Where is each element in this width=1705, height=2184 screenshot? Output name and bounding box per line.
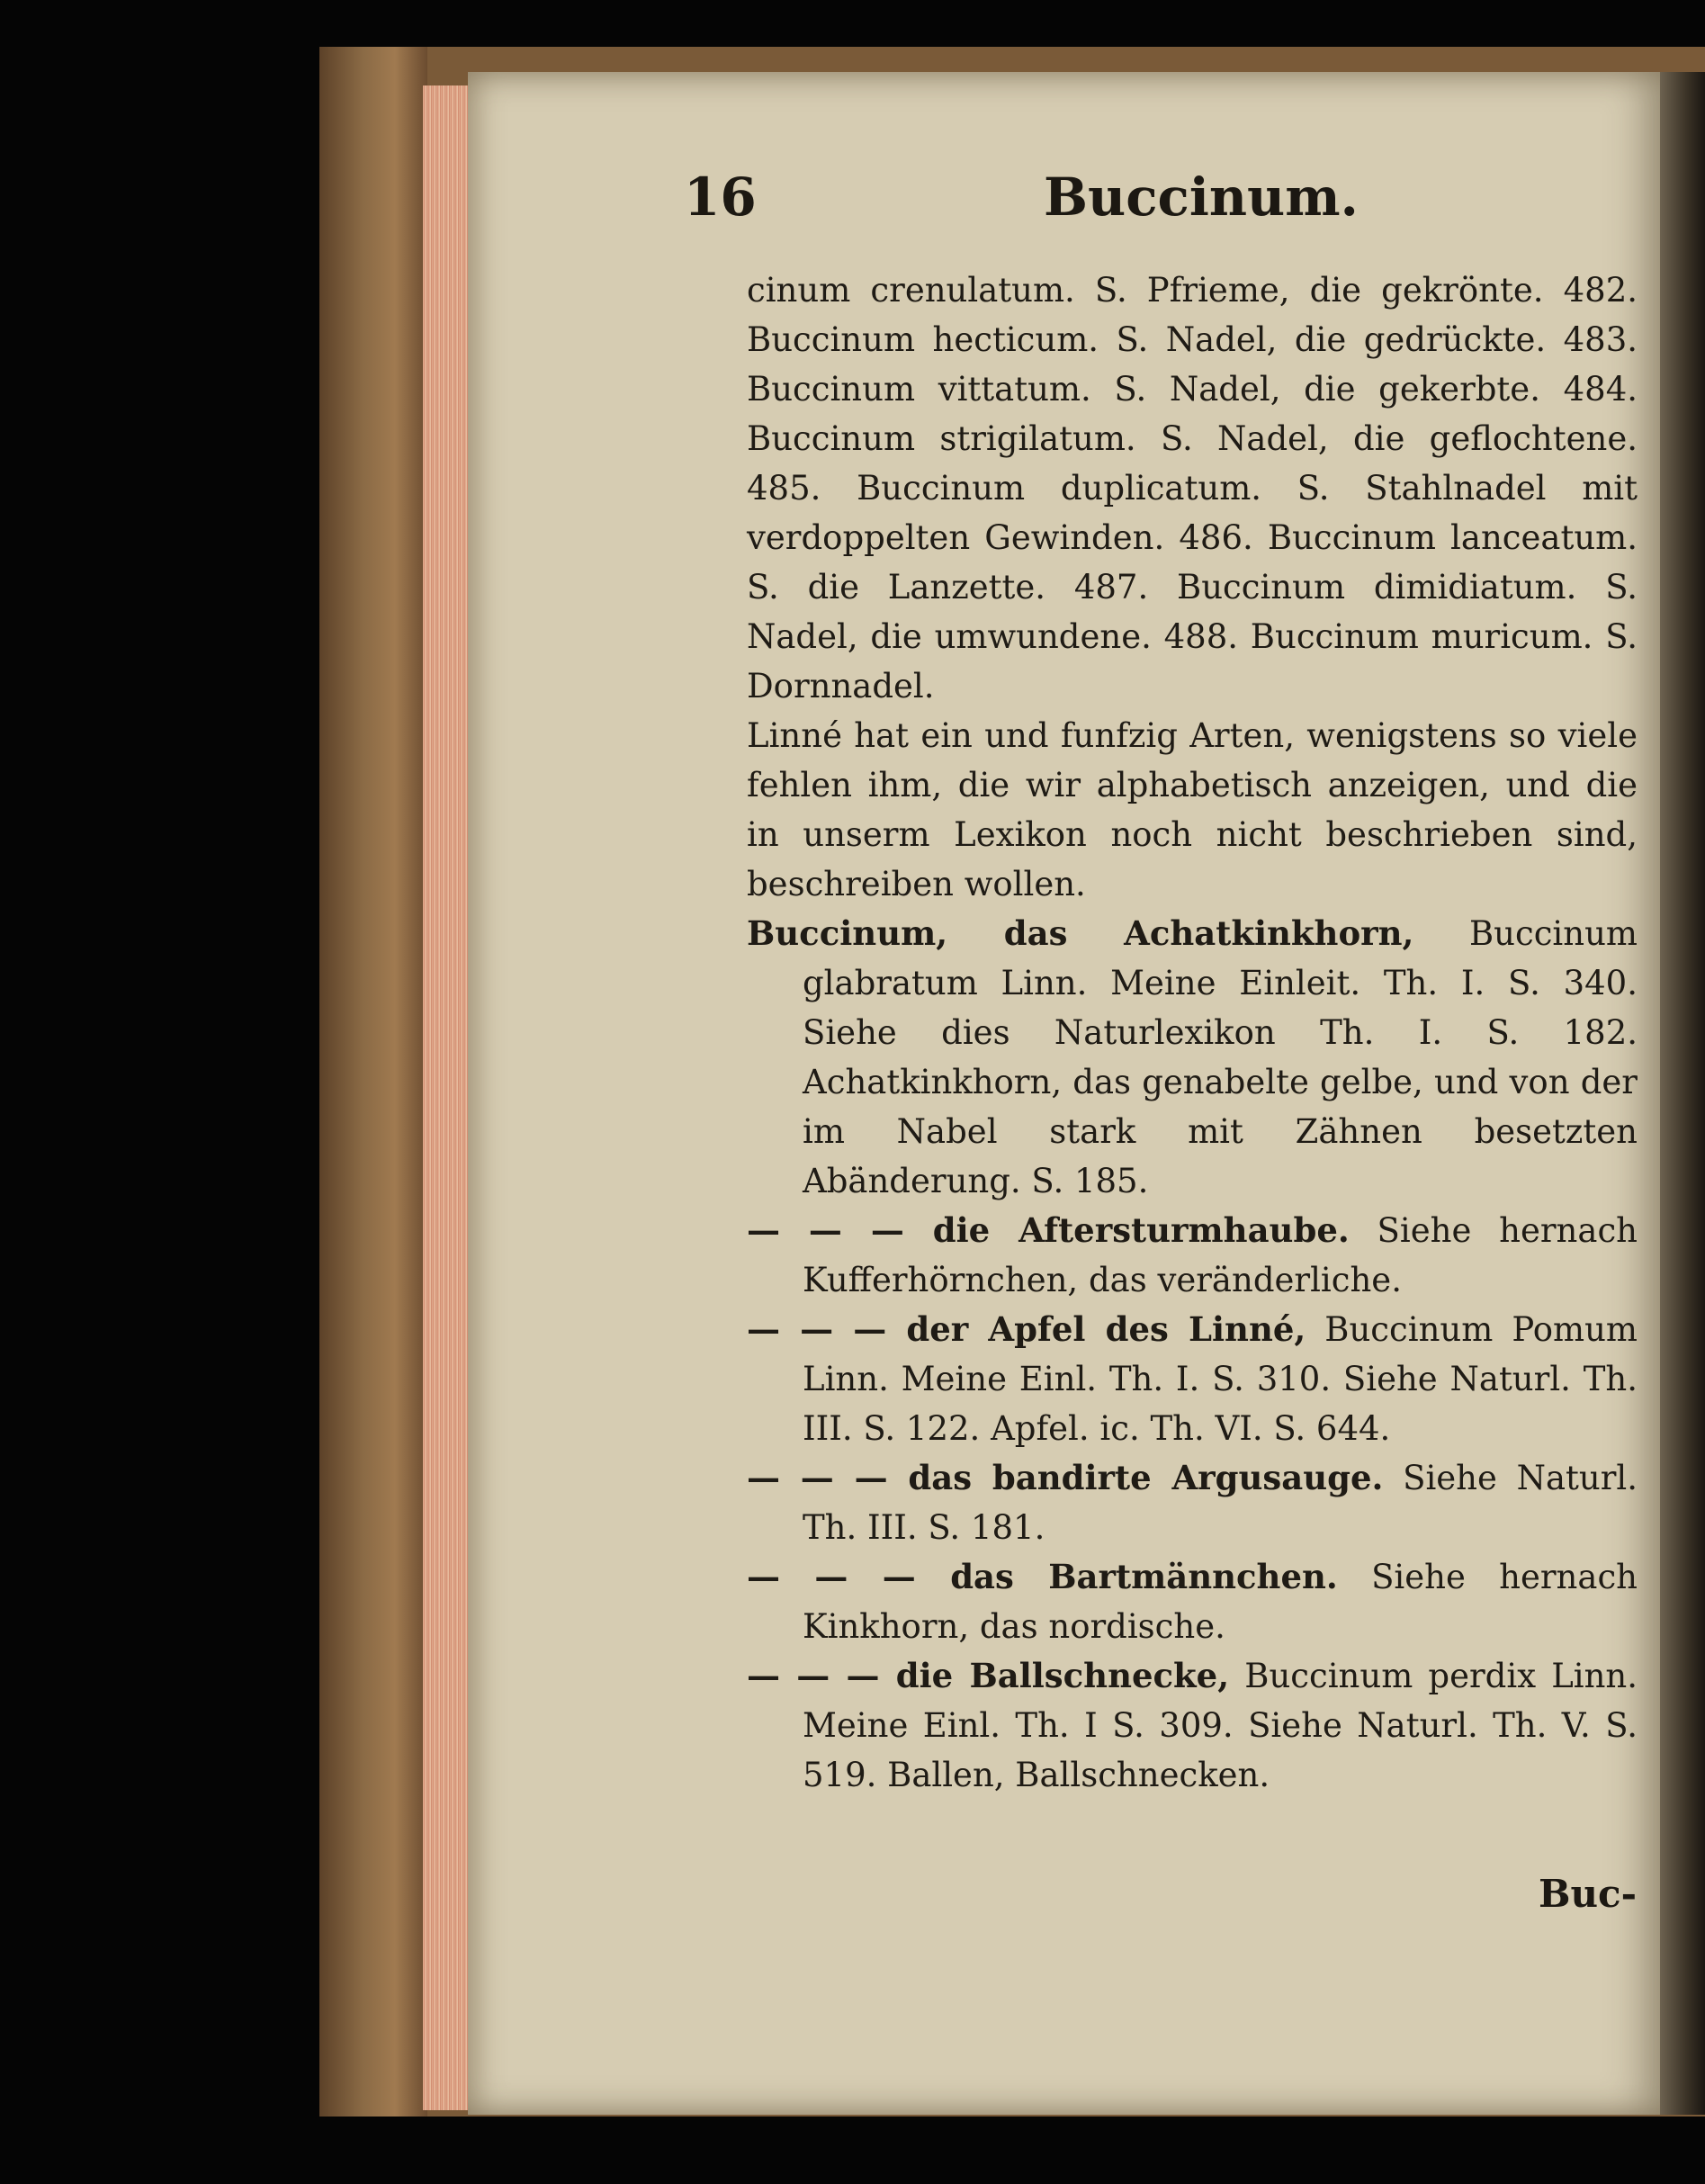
page-header — [684, 166, 1638, 238]
entry-head: — — — die Aftersturmhaube. — [747, 1210, 1350, 1250]
running-title: Buccinum. — [1044, 166, 1359, 228]
page-number: 16 — [684, 166, 757, 228]
catchword: Buc- — [1539, 1872, 1638, 1916]
page-gutter-shadow — [1660, 72, 1705, 2115]
entry-argusauge — [747, 1453, 1638, 1552]
entry-head: — — — das Bartmännchen. — [747, 1557, 1338, 1596]
entry-aftersturmhaube — [747, 1206, 1638, 1305]
entry-achatkinkhorn — [747, 909, 1638, 1206]
entry-bartmaennchen — [747, 1552, 1638, 1651]
entry-body: Buccinum perdix Linn. Meine Einl. Th. I S. 309. Siehe Naturl. Th. V. S. 519. Ballen, Ballschnecken. — [803, 1657, 1638, 1794]
continuation-text: cinum crenulatum. S. Pfrieme, die gekrönte. 482. Buccinum hecticum. S. Nadel, die gedrückte. 483. Buccinum vittatum. S. Nadel, die gekerbte. 484. Buccinum strigilatum. S. Nadel, die geflochtene. 485. Buccinum duplicatum. S. Stahlnadel mit verdoppelten Gewinden. 486. Buccinum lanceatum. S. die Lanzette. 487. Buccinum dimidiatum. S. Nadel, die umwundene. 488. Buccinum muricum. S. Dornnadel. — [747, 271, 1638, 706]
entry-head: Buccinum, das Achatkinkhorn, — [747, 913, 1414, 953]
body-paragraph: Linné hat ein und funfzig Arten, wenigstens so viele fehlen ihm, die wir alphabetisch anzeigen, und die in unserm Lexikon noch nicht beschrieben sind, beschreiben wollen. — [747, 716, 1638, 903]
entry-apfel — [747, 1305, 1638, 1453]
entry-body: Siehe hernach Kufferhörnchen, das veränderliche. — [803, 1211, 1638, 1299]
entry-ballschnecke — [747, 1651, 1638, 1800]
page-edges — [423, 85, 468, 2110]
page-text — [747, 265, 1638, 1800]
entry-body: Buccinum glabratum Linn. Meine Einleit. Th. I. S. 340. Siehe dies Naturlexikon Th. I. S. 182. Achatkinkhorn, das genabelte gelbe, und von der im Nabel stark mit Zähnen besetzten Abänderung. S. 185. — [803, 914, 1638, 1200]
entry-body: Siehe Naturl. Th. III. S. 181. — [803, 1459, 1638, 1547]
cover-spine-edge — [319, 47, 427, 2117]
entry-head: — — — das bandirte Argusauge. — [747, 1458, 1384, 1497]
entry-body: Siehe hernach Kinkhorn, das nordische. — [803, 1558, 1638, 1646]
entry-head: — — — die Ballschnecke, — [747, 1656, 1230, 1695]
entry-head: — — — der Apfel des Linné, — [747, 1309, 1306, 1349]
entry-body: Buccinum Pomum Linn. Meine Einl. Th. I. S. 310. Siehe Naturl. Th. III. S. 122. Apfel. ic. Th. VI. S. 644. — [803, 1310, 1638, 1448]
